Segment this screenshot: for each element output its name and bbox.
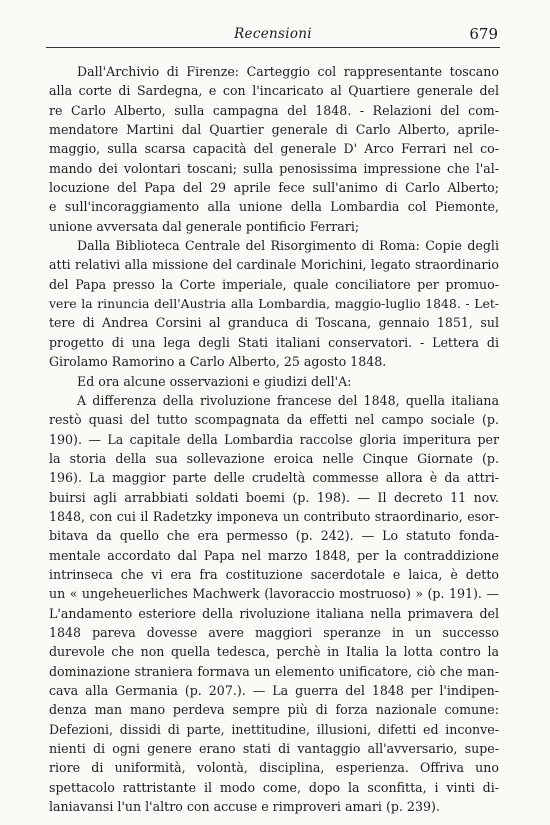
text-line: alla corte di Sardegna, e con l'incaricato al Quartiere generale del (49, 83, 499, 99)
text-line: unione avversata dal generale pontificio Ferrari; (49, 218, 360, 234)
text-line: Girolamo Ramorino a Carlo Alberto, 25 agosto 1848. (49, 354, 387, 370)
text-line: durevole che non quella tedesca, perchè in Italia la lotta contro la (49, 644, 499, 660)
text-line: e sull'incoraggiamento alla unione della Lombardia col Piemonte, (49, 199, 499, 215)
text-line: spettacolo rattristante il modo come, dopo la sconfitta, i vinti di- (49, 779, 499, 795)
text-line: nienti di ogni genere erano stati di vantaggio all'avversario, supe- (49, 741, 499, 757)
text-line: la storia della sua sollevazione eroica nelle Cinque Giornate (p. (49, 450, 499, 466)
text-line: L'andamento esteriore della rivoluzione italiana nella primavera del (49, 605, 499, 621)
text-line: bitava da quello che era permesso (p. 242). — Lo statuto fonda- (49, 528, 499, 544)
paragraph-archivio-firenze (49, 62, 499, 236)
text-line: vere la rinuncia dell'Austria alla Lombardia, maggio-luglio 1848. - Let- (49, 296, 499, 312)
text-line: progetto di una lega degli Stati italiani conservatori. - Lettera di (49, 334, 499, 350)
text-line: 190). — La capitale della Lombardia raccolse gloria imperitura per (49, 431, 499, 447)
text-line: denza man mano perdeva sempre più di forza nazionale comune: (49, 702, 499, 718)
section-title: Recensioni (234, 26, 312, 42)
text-line: locuzione del Papa del 29 aprile fece sull'animo di Carlo Alberto; (49, 180, 499, 196)
text-line: mentale accordato dal Papa nel marzo 1848, per la contraddizione (49, 547, 499, 563)
text-line: A differenza della rivoluzione francese del 1848, quella italiana (77, 392, 499, 408)
text-line: del Papa presso la Corte imperiale, quale conciliatore per promuo- (49, 276, 499, 292)
text-line: maggio, sulla scarsa capacità del generale D' Arco Ferrari nel co- (49, 141, 499, 157)
text-line: 196). La maggior parte delle crudeltà commesse allora è da attri- (49, 470, 499, 486)
paragraph-osservazioni-intro (49, 372, 499, 391)
text-line: re Carlo Alberto, sulla campagna del 1848. - Relazioni del com- (49, 102, 499, 118)
text-line: 1848 pareva dovesse avere maggiori speranze in un successo (49, 624, 499, 640)
text-line: dominazione straniera formava un elemento unificatore, ciò che man- (49, 663, 499, 679)
text-line: Defezioni, dissidi di parte, inettitudine, illusioni, difetti ed inconve- (49, 721, 499, 737)
text-line: intrinseca che vi era fra costituzione sacerdotale e laica, è detto (49, 566, 499, 582)
text-line: riore di uniformità, volontà, disciplina, esperienza. Offriva uno (49, 760, 499, 776)
text-line: laniavansi l'un l'altro con accuse e rimproveri amari (p. 239). (49, 799, 440, 815)
text-line: mando dei volontari toscani; sulla penosissima impressione che l'al- (49, 160, 499, 176)
running-header (46, 25, 500, 48)
text-line: atti relativi alla missione del cardinale Morichini, legato straordinario (49, 257, 499, 273)
text-line: un « ungeheuerliches Machwerk (lavoraccio mostruoso) » (p. 191). — (49, 586, 499, 602)
text-line: restò quasi del tutto scompagnata da effetti nel campo sociale (p. (49, 412, 499, 428)
text-line: Dalla Biblioteca Centrale del Risorgimento di Roma: Copie degli (77, 238, 499, 254)
text-line: Dall'Archivio di Firenze: Carteggio col rappresentante toscano (77, 64, 499, 79)
text-line: cava alla Germania (p. 207.). — La guerra del 1848 per l'indipen- (49, 683, 499, 698)
text-line: tere di Andrea Corsini al granduca di Toscana, gennaio 1851, sul (49, 315, 499, 331)
body-text (49, 62, 499, 816)
paragraph-biblioteca-roma (49, 236, 499, 371)
text-line: mendatore Martini dal Quartier generale di Carlo Alberto, aprile- (49, 122, 499, 138)
text-line: buirsi agli arrabbiati soldati boemi (p. 198). — Il decreto 11 nov. (49, 489, 499, 505)
page-number: 679 (469, 25, 498, 43)
paragraph-osservazioni (49, 391, 499, 817)
text-line: Ed ora alcune osservazioni e giudizi dell'A: (77, 373, 352, 389)
text-line: 1848, con cui il Radetzky imponeva un contributo straordinario, esor- (49, 508, 499, 524)
